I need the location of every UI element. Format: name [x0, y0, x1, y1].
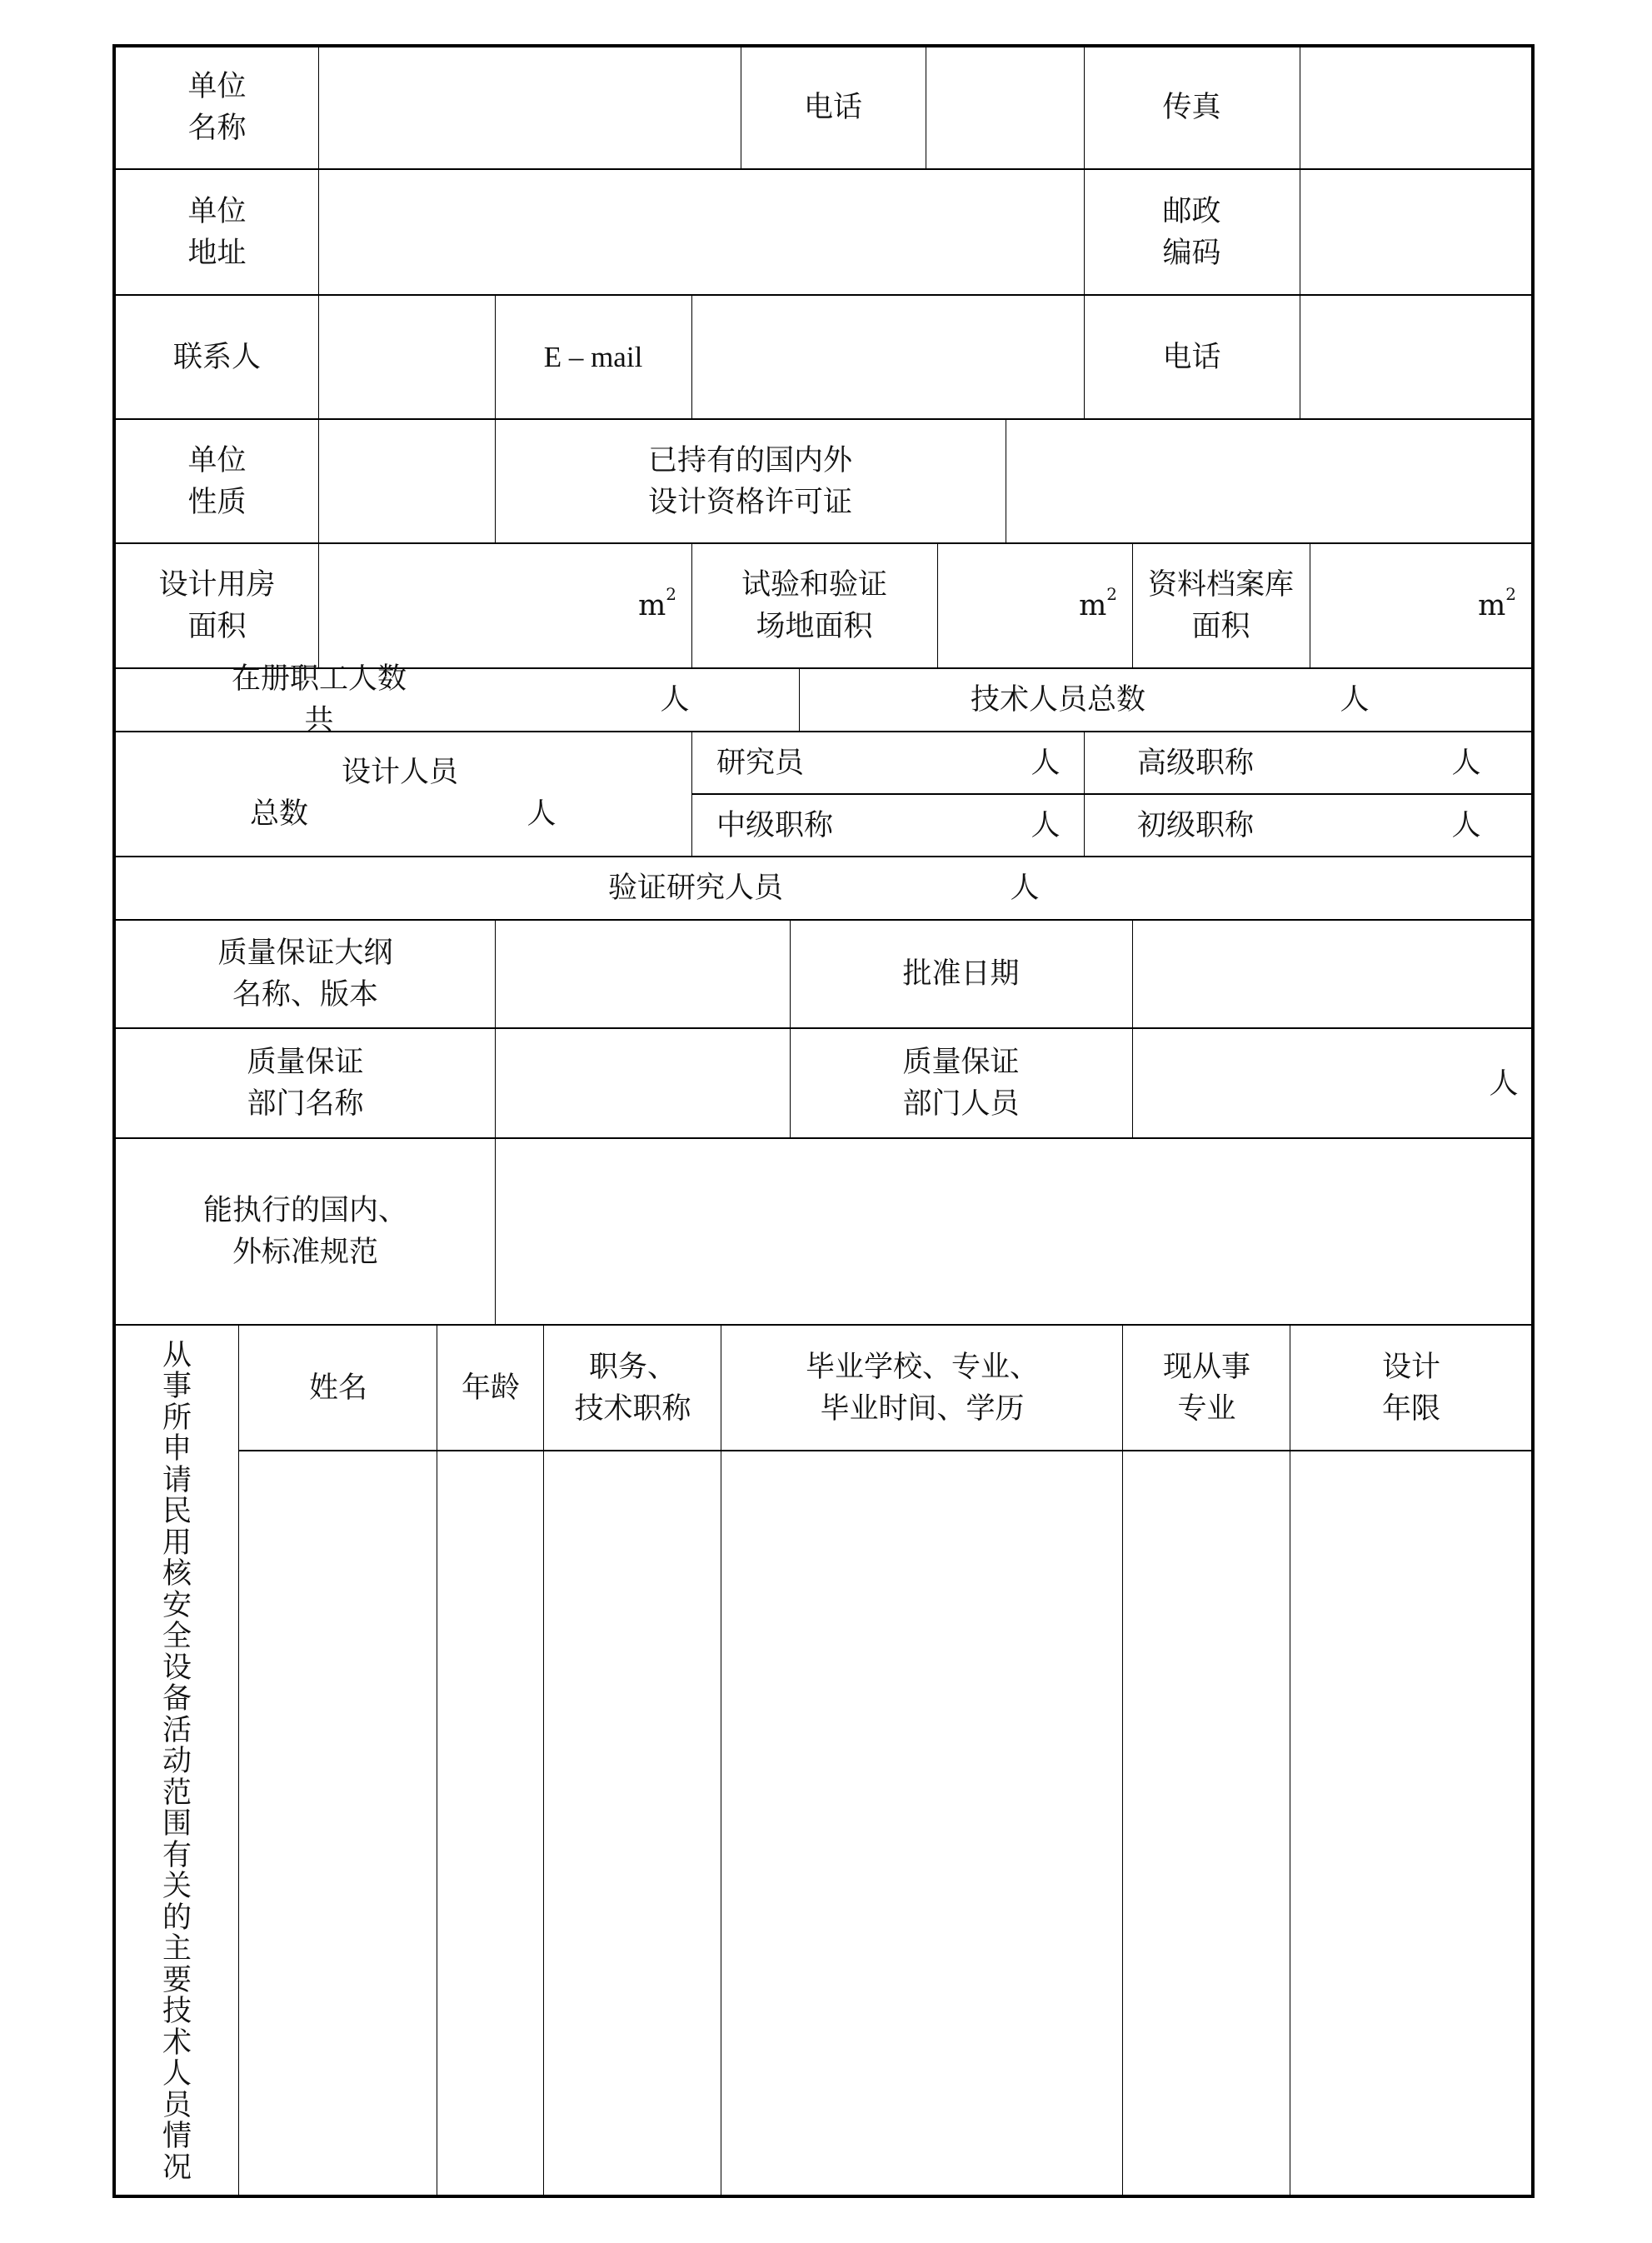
col-divider — [691, 294, 692, 418]
fax-field[interactable] — [1301, 46, 1531, 168]
vertical-label-char: 设 — [162, 1651, 192, 1685]
unit-address-label: 单位 地址 — [187, 194, 247, 270]
vertical-label-char: 从 — [162, 1338, 192, 1372]
col-divider — [543, 1324, 544, 2198]
vertical-label-char: 动 — [162, 1745, 192, 1779]
registered-staff-label: 在册职工人数共 — [231, 662, 407, 737]
test-site-area-label: 试验和验证 场地面积 — [741, 568, 887, 643]
person-unit: 人 — [1031, 808, 1061, 842]
col-divider — [1084, 731, 1085, 856]
vertical-label-char: 民 — [162, 1495, 192, 1529]
archive-area-field[interactable] — [1311, 544, 1531, 667]
vertical-label-char: 所 — [162, 1401, 192, 1435]
vertical-label-char: 情 — [162, 2120, 192, 2154]
design-years-column-field[interactable] — [1291, 1451, 1531, 2196]
vertical-label-char: 主 — [162, 1932, 192, 1966]
vertical-label-char: 核 — [162, 1557, 192, 1591]
contact-phone-field[interactable] — [1301, 296, 1531, 418]
designers-total-field[interactable] — [321, 792, 512, 837]
vertical-label-char: 申 — [162, 1432, 192, 1466]
vertical-label-char: 有 — [162, 1838, 192, 1872]
vertical-label-char: 安 — [162, 1588, 192, 1622]
col-divider — [799, 667, 800, 731]
junior-title-label: 初级职称 — [1137, 808, 1255, 842]
designers-total-label-line2: 总数 — [249, 797, 308, 831]
design-room-area-field[interactable] — [320, 544, 691, 667]
col-divider — [1132, 919, 1133, 1137]
col-divider — [691, 731, 692, 856]
vertical-label-char: 请 — [162, 1463, 192, 1497]
education-column-field[interactable] — [722, 1451, 1122, 2196]
col-header-name: 姓名 — [308, 1371, 367, 1405]
designers-total-label-line1: 设计人员 — [341, 756, 458, 789]
personnel-section-label — [116, 1333, 238, 2191]
fax-label: 传真 — [1162, 90, 1221, 124]
age-column-field[interactable] — [438, 1451, 543, 2196]
vertical-label-char: 活 — [162, 1713, 192, 1747]
col-header-current-specialty: 现从事 专业 — [1162, 1350, 1250, 1426]
vertical-label-char: 用 — [162, 1526, 192, 1560]
contact-field[interactable] — [320, 296, 495, 418]
tech-staff-field[interactable] — [1160, 669, 1326, 731]
person-unit: 人 — [527, 797, 556, 831]
position-column-field[interactable] — [545, 1451, 721, 2196]
standards-field[interactable] — [497, 1139, 1531, 1324]
qa-dept-name-field[interactable] — [497, 1029, 790, 1137]
square-meter-unit: $m^2$ — [1079, 584, 1117, 622]
verification-staff-field[interactable] — [800, 857, 1000, 919]
col-header-design-years: 设计 年限 — [1381, 1350, 1440, 1426]
vertical-label-char: 关 — [162, 1870, 192, 1904]
verification-staff-label: 验证研究人员 — [607, 872, 783, 905]
senior-title-label: 高级职称 — [1137, 746, 1255, 780]
license-label: 已持有的国内外 设计资格许可证 — [647, 443, 852, 519]
col-header-position: 职务、 技术职称 — [574, 1350, 691, 1426]
registered-staff-field[interactable] — [417, 669, 658, 731]
col-divider — [318, 44, 319, 168]
vertical-label-char: 全 — [162, 1620, 192, 1654]
unit-address-field[interactable] — [320, 170, 1084, 294]
person-unit: 人 — [660, 683, 690, 717]
email-label: E – mail — [543, 340, 643, 373]
vertical-label-char: 员 — [162, 2088, 192, 2122]
person-unit: 人 — [1010, 872, 1040, 905]
test-site-area-field[interactable] — [939, 544, 1132, 667]
square-meter-unit: $m^2$ — [638, 584, 676, 622]
qa-program-label: 质量保证大纲 名称、版本 — [217, 937, 393, 1012]
vertical-label-char: 术 — [162, 2026, 192, 2060]
person-unit: 人 — [1489, 1067, 1519, 1101]
col-header-age: 年龄 — [461, 1371, 520, 1405]
square-meter-unit: $m^2$ — [1478, 584, 1516, 622]
vertical-label-char: 备 — [162, 1682, 192, 1716]
col-divider — [238, 1324, 239, 2198]
person-unit: 人 — [1031, 746, 1061, 780]
archive-area-label: 资料档案库 面积 — [1147, 568, 1294, 643]
person-unit: 人 — [1451, 808, 1481, 842]
design-room-area-label: 设计用房 面积 — [158, 568, 276, 643]
person-unit: 人 — [1451, 746, 1481, 780]
phone-field[interactable] — [927, 46, 1084, 168]
approval-date-field[interactable] — [1134, 921, 1531, 1027]
vertical-label-char: 况 — [162, 2151, 192, 2185]
email-field[interactable] — [693, 296, 1084, 418]
name-column-field[interactable] — [240, 1451, 437, 2196]
researcher-label: 研究员 — [716, 746, 805, 780]
vertical-label-char: 技 — [162, 1995, 192, 2029]
qa-dept-name-label: 质量保证 部门名称 — [247, 1046, 364, 1121]
qa-dept-staff-field[interactable] — [1134, 1029, 1467, 1137]
contact-phone-label: 电话 — [1162, 340, 1221, 374]
col-divider — [937, 542, 938, 667]
vertical-label-char: 范 — [162, 1776, 192, 1810]
approval-date-label: 批准日期 — [902, 957, 1020, 991]
col-divider — [1122, 1324, 1123, 2198]
vertical-label-char: 围 — [162, 1807, 192, 1841]
intermediate-title-label: 中级职称 — [716, 808, 834, 842]
phone-label: 电话 — [803, 90, 862, 124]
license-field[interactable] — [1007, 420, 1531, 542]
person-unit: 人 — [1340, 683, 1370, 717]
contact-label: 联系人 — [172, 340, 261, 374]
unit-name-field[interactable] — [320, 46, 741, 168]
vertical-label-char: 要 — [162, 1963, 192, 1997]
postal-code-label: 邮政 编码 — [1162, 194, 1221, 270]
unit-name-label: 单位 名称 — [187, 69, 247, 145]
col-divider — [318, 168, 319, 667]
standards-label: 能执行的国内、 外标准规范 — [202, 1194, 407, 1269]
unit-nature-label: 单位 性质 — [187, 443, 247, 519]
qa-dept-staff-label: 质量保证 部门人员 — [902, 1046, 1020, 1121]
current-specialty-column-field[interactable] — [1124, 1451, 1290, 2196]
postal-code-field[interactable] — [1301, 170, 1531, 294]
tech-staff-label: 技术人员总数 — [970, 683, 1145, 717]
vertical-label-char: 事 — [162, 1370, 192, 1404]
col-divider — [495, 919, 496, 1324]
vertical-label-char: 的 — [162, 1901, 192, 1935]
unit-nature-field[interactable] — [320, 420, 495, 542]
vertical-label-char: 人 — [162, 2057, 192, 2091]
col-header-education: 毕业学校、专业、 毕业时间、学历 — [805, 1350, 1039, 1426]
qa-program-field[interactable] — [497, 921, 790, 1027]
